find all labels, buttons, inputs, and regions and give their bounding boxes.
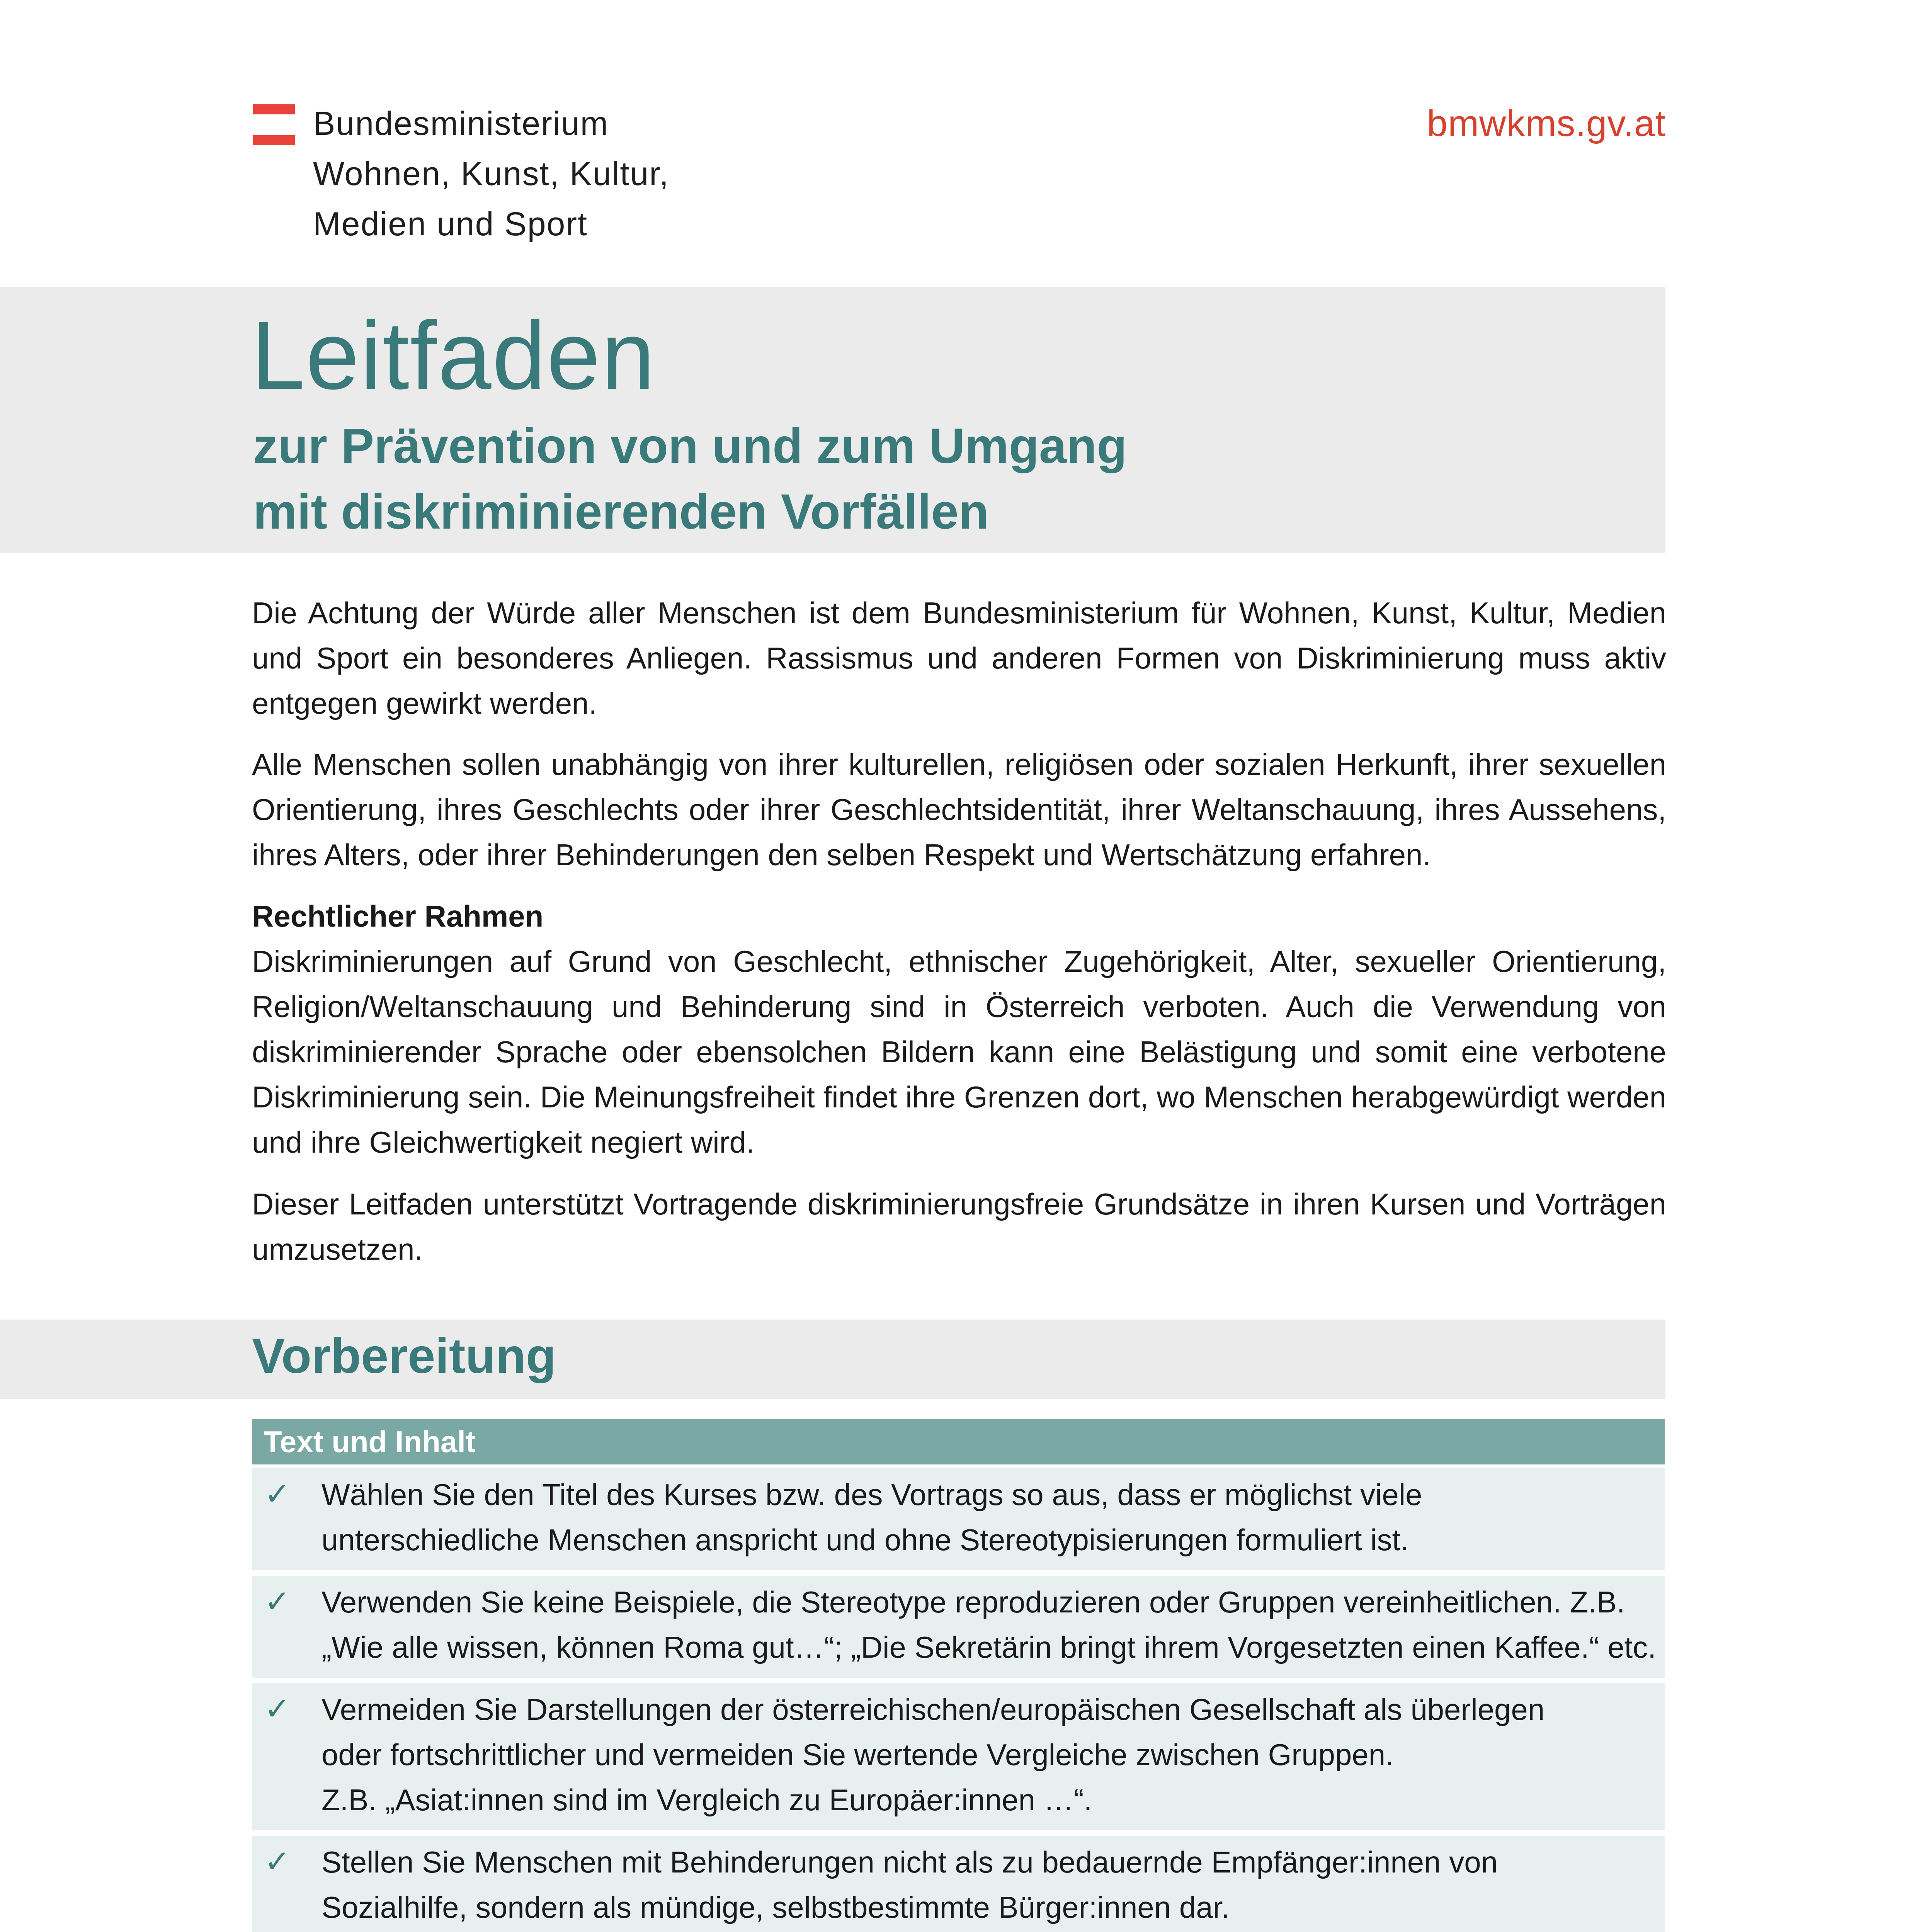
legal-text: Diskriminierungen auf Grund von Geschlecht, ethnischer Zugehörigkeit, Alter, sexueller Orientierung, Religion/Weltanschauung und Behinderung sind in Österreich verboten. Auch die Verwendung von diskriminierender Sprache oder ebensolchen Bildern kann eine Belästigung und somit eine verbotene Diskriminierung sein. Die Meinungsfreiheit findet ihre Grenzen dort, wo Menschen herabgewürdigt werden und ihre Gleichwertigkeit negiert wird. [252, 944, 1666, 1159]
section-band [0, 1320, 1665, 1399]
item-line: Sozialhilfe, sondern als mündige, selbstbestimmte Bürger:innen dar. [321, 1890, 1230, 1924]
ministry-line: Medien und Sport [313, 206, 588, 243]
legal-frame [252, 894, 1666, 1165]
ministry-line: Bundesministerium [313, 105, 609, 142]
intro-paragraph: Alle Menschen sollen unabhängig von ihrer kulturellen, religiösen oder sozialen Herkunft, ihrer sexuellen Orientierung, ihres Geschlechts oder ihrer Geschlechtsidentität, ihrer Weltanschauung, ihres Aussehens, ihres Alters, oder ihrer Behinderungen den selben Respekt und Wertschätzung erfahren. [252, 747, 1666, 872]
checklist-item [252, 1468, 1665, 1570]
item-line: unterschiedliche Menschen anspricht und ohne Stereotypisierungen formuliert ist. [321, 1523, 1409, 1557]
ministry-name [313, 99, 669, 249]
checkmark-icon: ✓ [264, 1691, 291, 1727]
checklist-item [252, 1683, 1665, 1830]
subtitle-line: mit diskriminierenden Vorfällen [253, 484, 989, 539]
checklist-item [252, 1576, 1665, 1678]
item-line: „Wie alle wissen, können Roma gut…“; „Die Sekretärin bringt ihrem Vorgesetzten einen Kaffee.“ etc. [321, 1630, 1656, 1664]
intro-paragraph: Die Achtung der Würde aller Menschen ist dem Bundesministerium für Wohnen, Kunst, Kultur, Medien und Sport ein besonderes Anliegen. Rassismus und anderen Formen von Diskriminierung muss aktiv entgegen gewirkt werden. [252, 596, 1666, 720]
ministry-line: Wohnen, Kunst, Kultur, [313, 155, 670, 192]
checklist-table [252, 1419, 1665, 1932]
item-line: Wählen Sie den Titel des Kurses bzw. des Vortrags so aus, dass er möglichst viele [321, 1478, 1422, 1512]
ministry-url[interactable]: bmwkms.gv.at [1427, 103, 1666, 144]
checkmark-icon: ✓ [264, 1844, 291, 1879]
checkmark-icon: ✓ [264, 1476, 291, 1512]
item-line: oder fortschrittlicher und vermeiden Sie wertende Vergleiche zwischen Gruppen. [321, 1738, 1394, 1772]
page-title: Leitfaden [251, 301, 656, 409]
checkmark-icon: ✓ [264, 1583, 291, 1619]
legal-heading: Rechtlicher Rahmen [252, 899, 544, 933]
item-line: Vermeiden Sie Darstellungen der österreichischen/europäischen Gesellschaft als überlegen [321, 1692, 1545, 1726]
item-line: Stellen Sie Menschen mit Behinderungen nicht als zu bedauernde Empfänger:innen von [321, 1845, 1498, 1879]
table-header: Text und Inhalt [252, 1419, 1665, 1464]
item-line: Z.B. „Asiat:innen sind im Vergleich zu Europäer:innen …“. [321, 1783, 1092, 1817]
section-title: Vorbereitung [252, 1328, 556, 1384]
austria-flag-icon [253, 104, 295, 151]
intro-paragraph: Dieser Leitfaden unterstützt Vortragende diskriminierungsfreie Grundsätze in ihren Kursen und Vorträgen umzusetzen. [252, 1187, 1666, 1266]
item-line: Verwenden Sie keine Beispiele, die Stereotype reproduzieren oder Gruppen vereinheitlichen. Z.B. [321, 1585, 1625, 1619]
checklist-item [252, 1836, 1665, 1932]
subtitle-line: zur Prävention von und zum Umgang [253, 418, 1127, 474]
page-subtitle [253, 413, 1127, 545]
